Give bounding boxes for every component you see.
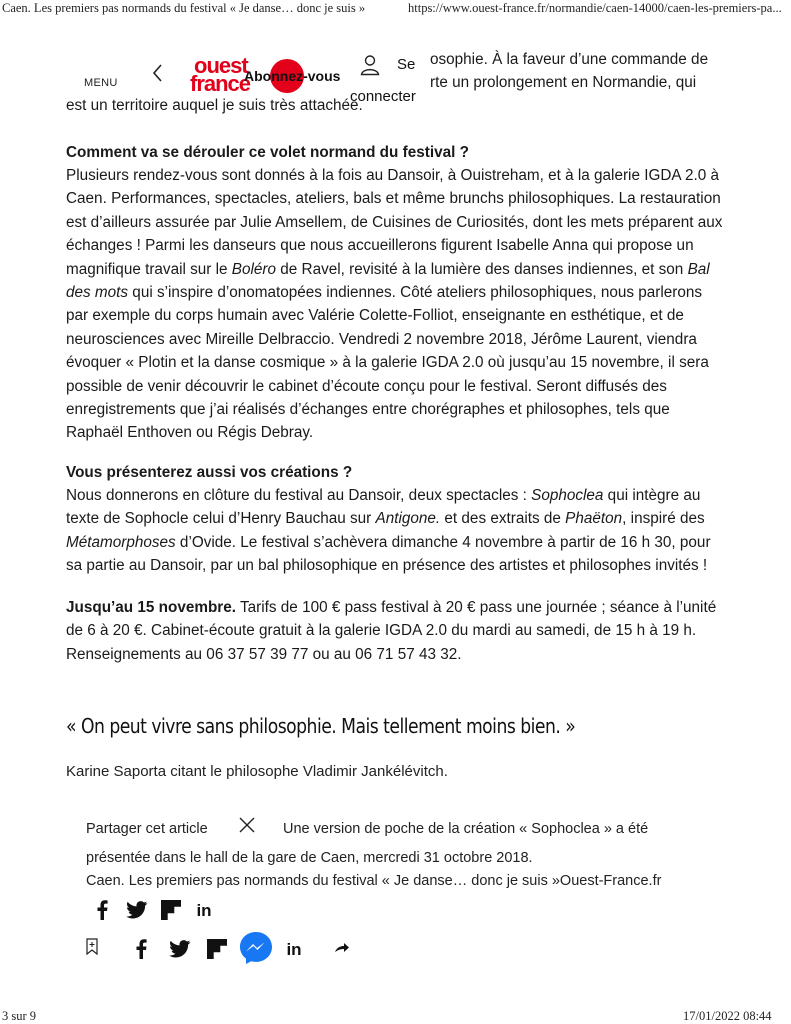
login-label-2[interactable]: connecter [350, 88, 416, 105]
answer-1 [66, 164, 726, 445]
print-header-title: Caen. Les premiers pas normands du festival « Je danse… donc je suis » [2, 1, 366, 15]
photo-caption-line-3: Caen. Les premiers pas normands du festival « Je danse… donc je suis »Ouest-France.fr [86, 873, 662, 889]
answer-2-text-5: d’Ovide. Le festival s’achèvera dimanche 4 novembre à partir de 16 h 30, pour sa partie au Dansoir, par un bal philosophique en présence des artistes et philosophes invités ! [66, 533, 711, 575]
linkedin-label: in [286, 939, 302, 959]
linkedin-icon[interactable] [283, 938, 305, 960]
event-info [66, 596, 726, 666]
bookmark-icon[interactable] [85, 936, 99, 956]
user-icon[interactable] [360, 54, 380, 76]
share-arrow-icon[interactable] [332, 938, 352, 958]
print-footer-page: 3 sur 9 [2, 1009, 37, 1023]
login-label-1[interactable]: Se [397, 56, 416, 73]
answer-2-text-3: et des extraits de [440, 510, 566, 528]
pull-quote: « On peut vivre sans philosophie. Mais tellement moins bien. » [66, 714, 576, 738]
answer-1-text-1: Plusieurs rendez-vous sont donnés à la fois au Dansoir, à Ouistreham, et à la galerie IGDA 2.0 à Caen. Performances, spectacles, ateliers, bals et même brunchs philosophiques. La restauration est d’ailleurs assurée par Julie Amsellem, de Cuisines de Curiosités, dont les mets préparent aux échanges ! Parmi les danseurs que nous accueillerons figurent Isabelle Anna qui propose un magnifique travail sur le [66, 167, 723, 278]
answer-2-em-4: Métamorphoses [66, 533, 176, 551]
answer-2-text-1: Nous donnerons en clôture du festival au Dansoir, deux spectacles : [66, 487, 532, 504]
close-icon[interactable] [238, 816, 256, 834]
subscribe-button[interactable]: Abonnez-vous [244, 68, 341, 84]
chevron-left-icon[interactable] [148, 60, 168, 88]
twitter-icon[interactable] [125, 899, 149, 921]
question-2: Vous présenterez aussi vos créations ? [66, 464, 353, 481]
photo-caption-line-2: présentée dans le hall de la gare de Caen, mercredi 31 octobre 2018. [86, 850, 533, 866]
event-info-dates: Jusqu’au 15 novembre. [66, 599, 237, 616]
answer-2-em-3: Phaëton [565, 510, 623, 528]
answer-2 [66, 484, 726, 578]
intro-line-3: est un territoire auquel je suis très attachée. [66, 97, 363, 114]
share-panel-title: Partager cet article [86, 821, 208, 837]
flipboard-icon[interactable] [160, 899, 182, 921]
linkedin-icon[interactable] [193, 899, 215, 921]
quote-attribution: Karine Saporta citant le philosophe Vladimir Jankélévitch. [66, 763, 448, 780]
photo-caption-line-1: Une version de poche de la création « Sophoclea » a été [283, 821, 649, 837]
answer-1-text-3: qui s’inspire d’onomatopées indiennes. Côté ateliers philosophiques, nous parlerons par exemple du corps humain avec Valérie Colette-Folliot, enseignante en esthétique, et de neurosciences avec Mireille Delbraccio. Vendredi 2 novembre 2018, Jérôme Laurent, viendra évoquer « Plotin et la danse cosmique » à la galerie IGDA 2.0 où jusqu’au 15 novembre, il sera possible de venir découvrir le cabinet d’écoute conçu pour le festival. Seront diffusés des enregistrements que j’ai réalisés d’échanges entre chorégraphes et philosophes, tels que Raphaël Enthoven ou Régis Debray. [66, 284, 709, 442]
print-header-url: https://www.ouest-france.fr/normandie/caen-14000/caen-les-premiers-pa... [408, 1, 782, 15]
answer-1-em-1: Boléro [231, 260, 277, 278]
answer-1-text-2: de Ravel, revisité à la lumière des danses indiennes, et son [276, 260, 688, 278]
answer-2-text-2: qui intègre au texte de Sophocle celui d’Henry Bauchau sur [66, 487, 701, 528]
twitter-icon[interactable] [168, 938, 192, 960]
print-footer-datetime: 17/01/2022 08:44 [683, 1009, 772, 1023]
event-info-text: Tarifs de 100 € pass festival à 20 € pass une journée ; séance à l’unité de 6 à 20 €. Cabinet-écoute gratuit à la galerie IGDA 2.0 du mardi au samedi, de 15 h à 19 h. Renseignements au 06 37 57 39 77 ou au 06 71 57 43 32. [66, 599, 717, 663]
answer-2-em-1: Sophoclea [531, 487, 604, 504]
logo-text-france: france [190, 71, 251, 96]
linkedin-label: in [196, 900, 212, 920]
intro-fragment-1: osophie. À la faveur d’une commande de [430, 51, 709, 68]
answer-1-em-2: Bal des mots [66, 260, 710, 302]
facebook-icon[interactable] [92, 899, 112, 921]
answer-2-em-2: Antigone. [375, 510, 441, 528]
messenger-icon[interactable] [238, 930, 274, 966]
flipboard-icon[interactable] [206, 938, 228, 960]
menu-button[interactable]: MENU [84, 77, 118, 89]
facebook-icon[interactable] [131, 938, 151, 960]
question-1: Comment va se dérouler ce volet normand du festival ? [66, 144, 469, 161]
intro-fragment-2: rte un prolongement en Normandie, qui [430, 74, 697, 91]
logo-text-ouest: ouest [194, 53, 248, 78]
answer-2-text-4: , inspiré des [622, 510, 705, 528]
